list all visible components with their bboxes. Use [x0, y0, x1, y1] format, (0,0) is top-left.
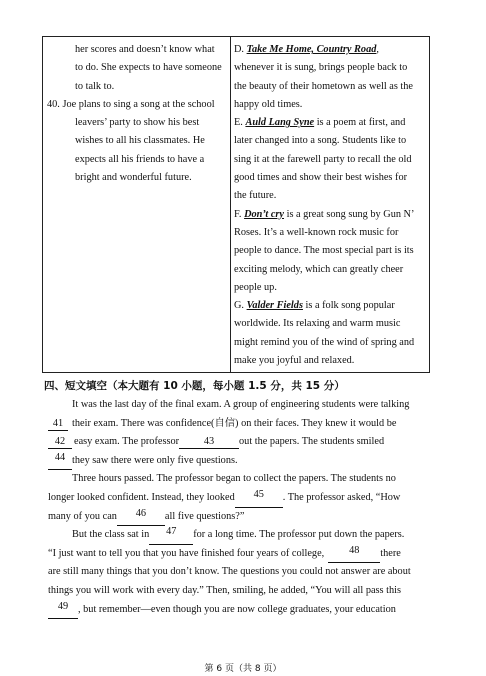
table-left-line: to talk to. [75, 80, 115, 92]
option-g-text: worldwide. Its relaxing and warm music [234, 318, 401, 330]
table-left-column [47, 41, 227, 187]
passage-line [48, 526, 424, 545]
table-column-divider [230, 37, 231, 372]
option-d-line [234, 41, 428, 59]
blank-44: 44 [48, 452, 72, 471]
cloze-passage [48, 396, 424, 619]
section-heading: 四、短文填空（本大题有 10 小题，每小题 1.5 分，共 15 分） [44, 380, 345, 392]
table-left-line: leavers’ party to show his best [75, 117, 200, 129]
passage-line [48, 545, 424, 564]
page-footer: 第 6 页（共 8 页） [204, 664, 282, 674]
option-g-text: might remind you of the wind of spring and [234, 336, 415, 348]
passage-text: Three hours passed. The professor began to collect the papers. The students no [72, 473, 396, 485]
option-e-title: Auld Lang Syne [245, 117, 315, 129]
passage-text: out the papers. The students smiled [239, 436, 385, 448]
option-e-text: good times and show their best wishes for [234, 172, 408, 184]
passage-text: many of you can [48, 510, 117, 522]
option-f-text: people to dance. The most special part is its [234, 245, 414, 257]
blank-43: 43 [179, 436, 239, 449]
option-f-text: exciting melody, which can greatly cheer [234, 263, 404, 275]
passage-line [48, 433, 424, 452]
question-40-line: 40. Joe plans to sing a song at the school [47, 98, 215, 110]
passage-line [48, 452, 424, 471]
blank-42: 42 [48, 436, 72, 449]
option-f-prefix: F. [234, 208, 245, 220]
table-right-column [234, 41, 428, 370]
passage-text: easy exam. The professor [74, 436, 180, 448]
blank-48: 48 [328, 545, 380, 564]
option-e-line [234, 114, 428, 132]
passage-text: there [380, 547, 401, 559]
option-g-line [234, 297, 428, 315]
option-g-prefix: G. [234, 300, 247, 312]
matching-table [42, 36, 430, 373]
option-g-text: make you joyful and relaxed. [234, 355, 355, 367]
table-left-line: wishes to all his classmates. He [75, 135, 205, 147]
table-left-line: expects all his friends to have a [75, 153, 205, 165]
option-f-rest: is a great song sung by Gun N’ [284, 208, 415, 220]
blank-41: 41 [48, 418, 68, 431]
option-e-text: sing it at the farewell party to recall the old [234, 153, 412, 165]
option-f-text: people up. [234, 281, 277, 293]
option-e-prefix: E. [234, 117, 246, 129]
passage-line [48, 415, 424, 434]
passage-text: “I just want to tell you that you have finished four years of college, [48, 547, 325, 559]
option-d-text: the beauty of their hometown as well as the [234, 80, 413, 92]
passage-text: their exam. There was confidence(自信) on their faces. They knew it would be [72, 417, 397, 429]
passage-line [48, 582, 424, 601]
table-left-line: to do. She expects to have someone [75, 62, 222, 74]
passage-text: they saw there were only five questions. [72, 454, 238, 466]
passage-text: But the class sat in [72, 529, 150, 541]
option-g-title: Valder Fields [246, 300, 303, 312]
passage-line [48, 489, 424, 508]
option-e-rest: is a poem at first, and [314, 117, 406, 129]
blank-45: 45 [235, 489, 283, 508]
option-d-title: Take Me Home, Country Road [246, 44, 377, 55]
blank-47: 47 [149, 526, 193, 545]
passage-text: , but remember—even though you are now college graduates, your education [78, 603, 396, 615]
passage-line [48, 601, 424, 620]
passage-line [48, 508, 424, 527]
option-g-rest: is a folk song popular [302, 300, 395, 312]
option-f-line [234, 206, 428, 224]
passage-text: are still many things that you don’t know. The questions you could not answer are about [48, 566, 411, 578]
passage-line [48, 563, 424, 582]
option-d-text: whenever it is sung, brings people back to [234, 62, 408, 74]
table-left-line: bright and wonderful future. [75, 172, 192, 184]
passage-line [48, 396, 424, 415]
table-left-line: her scores and doesn’t know what [75, 44, 215, 55]
passage-text: all five questions?” [164, 510, 245, 522]
passage-text: longer looked confident. Instead, they looked [48, 491, 235, 503]
blank-49: 49 [48, 601, 78, 620]
option-d-text: happy old times. [234, 98, 303, 110]
option-f-title: Don’t cry [244, 208, 285, 220]
option-d-rest: , [376, 44, 379, 55]
passage-line [48, 470, 424, 489]
option-e-text: the future. [234, 190, 277, 202]
passage-text: . The professor asked, “How [282, 491, 401, 503]
blank-46: 46 [117, 508, 165, 527]
passage-text: for a long time. The professor put down the papers. [193, 529, 405, 541]
option-e-text: later changed into a song. Students like to [234, 135, 407, 147]
option-d-prefix: D. [234, 44, 247, 55]
option-f-text: Roses. It’s a well-known rock music for [234, 226, 399, 238]
passage-text: things you will work with every day.” Then, smiling, he added, “You will all pass this [48, 584, 402, 596]
passage-text: It was the last day of the final exam. A group of engineering students were talking [72, 399, 410, 410]
